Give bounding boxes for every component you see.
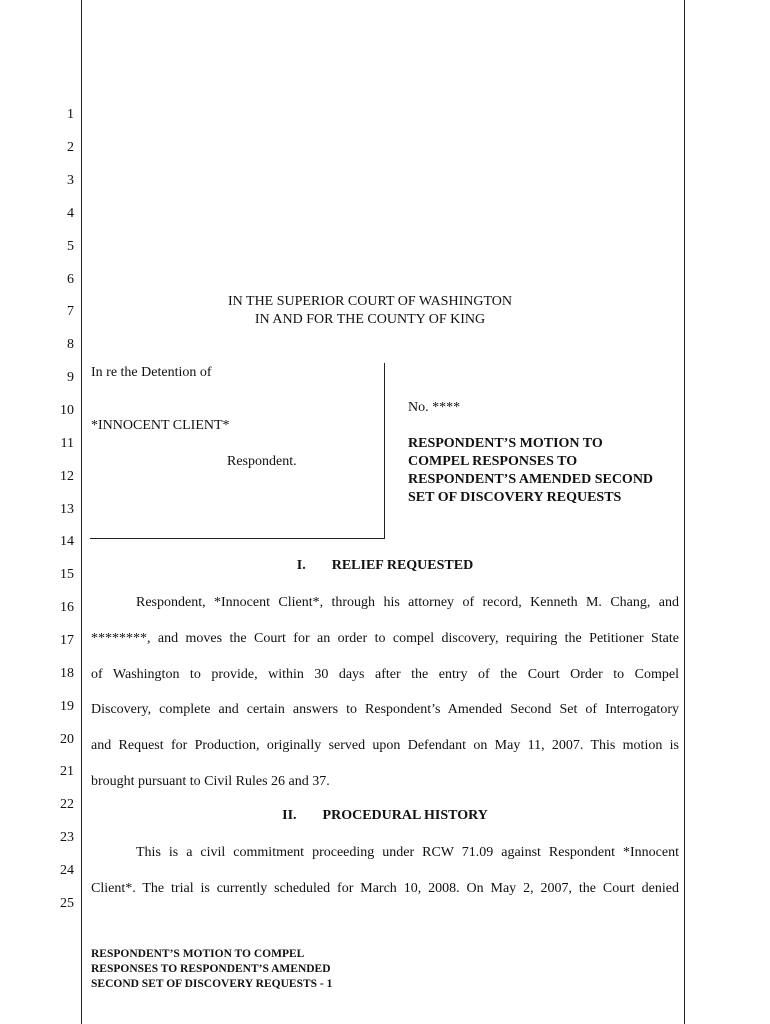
section-heading-relief-requested bbox=[90, 557, 680, 575]
page-footer bbox=[91, 947, 491, 992]
case-number: No. **** bbox=[408, 400, 461, 415]
document-title-line: COMPEL RESPONSES TO bbox=[408, 454, 578, 469]
paragraph-line: and Request for Production, originally served upon Defendant on May 11, 2007. This motion is bbox=[91, 738, 679, 754]
line-number: 9 bbox=[67, 370, 74, 385]
line-number: 24 bbox=[60, 863, 74, 878]
line-number: 25 bbox=[60, 896, 74, 911]
caption-party-role: Respondent. bbox=[227, 454, 297, 469]
line-number: 13 bbox=[60, 502, 74, 517]
line-number: 14 bbox=[60, 534, 74, 549]
paragraph-line: brought pursuant to Civil Rules 26 and 37. bbox=[91, 773, 330, 789]
paragraph-procedural-history bbox=[91, 835, 679, 907]
paragraph-line: Discovery, complete and certain answers to Respondent’s Amended Second Set of Interrogatory bbox=[91, 702, 679, 718]
line-number: 15 bbox=[60, 567, 74, 582]
line-number: 6 bbox=[67, 272, 74, 287]
document-title bbox=[408, 435, 678, 507]
caption-in-re: In re the Detention of bbox=[91, 365, 212, 380]
section-number: I. bbox=[296, 558, 306, 573]
line-number: 1 bbox=[67, 107, 74, 122]
line-number: 22 bbox=[60, 797, 74, 812]
footer-line: SECOND SET OF DISCOVERY REQUESTS - 1 bbox=[91, 978, 333, 990]
paragraph-line: ********, and moves the Court for an order to compel discovery, requiring the Petitioner State bbox=[91, 630, 679, 646]
paragraph-line: Respondent, *Innocent Client*, through his attorney of record, Kenneth M. Chang, and bbox=[136, 595, 679, 610]
caption-vertical-rule bbox=[384, 363, 385, 539]
court-name-line-1: IN THE SUPERIOR COURT OF WASHINGTON bbox=[228, 294, 512, 309]
paragraph-line: Client*. The trial is currently scheduled for March 10, 2008. On May 2, 2007, the Court denied bbox=[91, 880, 679, 896]
line-number: 19 bbox=[60, 699, 74, 714]
document-title-line: SET OF DISCOVERY REQUESTS bbox=[408, 490, 622, 505]
paragraph-line: This is a civil commitment proceeding under RCW 71.09 against Respondent *Innocent bbox=[136, 845, 679, 860]
document-title-line: RESPONDENT’S AMENDED SECOND bbox=[408, 472, 654, 487]
section-title: RELIEF REQUESTED bbox=[331, 558, 474, 573]
court-name-line-2: IN AND FOR THE COUNTY OF KING bbox=[254, 312, 486, 327]
line-number: 2 bbox=[67, 140, 74, 155]
line-number: 10 bbox=[60, 403, 74, 418]
line-number: 21 bbox=[60, 764, 74, 779]
paragraph-relief-requested bbox=[91, 585, 679, 800]
section-title: PROCEDURAL HISTORY bbox=[322, 808, 488, 823]
line-number: 3 bbox=[67, 173, 74, 188]
line-number: 12 bbox=[60, 469, 74, 484]
document-title-line: RESPONDENT’S MOTION TO bbox=[408, 436, 603, 451]
line-number: 7 bbox=[67, 304, 74, 319]
line-number: 5 bbox=[67, 239, 74, 254]
section-heading-procedural-history bbox=[90, 807, 680, 825]
footer-line: RESPONSES TO RESPONDENT’S AMENDED bbox=[91, 963, 331, 975]
line-number: 11 bbox=[60, 436, 74, 451]
line-number: 8 bbox=[67, 337, 74, 352]
right-margin-rule bbox=[684, 0, 685, 1024]
line-number: 17 bbox=[60, 633, 74, 648]
line-number: 23 bbox=[60, 830, 74, 845]
line-number: 20 bbox=[60, 732, 74, 747]
footer-line: RESPONDENT’S MOTION TO COMPEL bbox=[91, 948, 305, 960]
left-margin-rule bbox=[81, 0, 82, 1024]
caption-party-name: *INNOCENT CLIENT* bbox=[91, 418, 230, 433]
paragraph-line: of Washington to provide, within 30 days after the entry of the Court Order to Compel bbox=[91, 666, 679, 682]
line-number: 18 bbox=[60, 666, 74, 681]
line-number: 16 bbox=[60, 600, 74, 615]
section-number: II. bbox=[282, 808, 297, 823]
line-number: 4 bbox=[67, 206, 74, 221]
caption-horizontal-rule bbox=[90, 538, 385, 539]
